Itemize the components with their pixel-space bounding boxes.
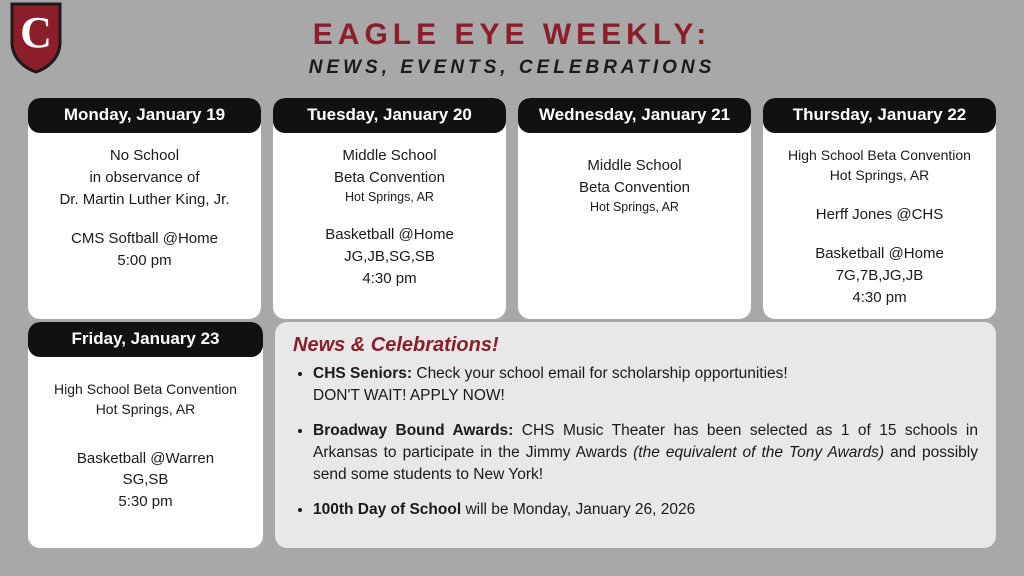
news-item-lead: 100th Day of School (313, 501, 462, 518)
day-line: Hot Springs, AR (829, 167, 930, 184)
news-list (291, 363, 978, 521)
page-title: EAGLE EYE WEEKLY: (312, 18, 712, 51)
day-line: Basketball @Home (325, 226, 454, 243)
day-line: 4:30 pm (852, 288, 907, 306)
news-item-italic: (the equivalent of the Tony Awards) (633, 444, 885, 461)
news-item-lead: CHS Seniors: (313, 365, 413, 382)
bottom-row (28, 322, 996, 548)
day-line: SG,SB (122, 471, 169, 489)
page-header (0, 0, 1024, 92)
page-subtitle: NEWS, EVENTS, CELEBRATIONS (308, 56, 716, 78)
day-card-title: Monday, January 19 (28, 98, 261, 133)
news-item-body-tail: and possibly send some students to New York! (313, 444, 978, 483)
day-card-body (28, 133, 261, 272)
news-item-lead: Broadway Bound Awards: (313, 422, 514, 439)
news-item-second-line: DON'T WAIT! APPLY NOW! (313, 387, 505, 404)
day-card-wednesday (518, 98, 751, 319)
news-item-body: CHS Music Theater has been selected as 1 of 15 schools in Arkansas to participate in the Jimmy Awards (313, 422, 979, 461)
news-item-body: Check your school email for scholarship opportunities! (412, 365, 788, 382)
day-line: CMS Softball @Home (71, 230, 218, 248)
day-card-thursday (763, 98, 996, 319)
day-card-monday (28, 98, 261, 319)
day-card-body (28, 357, 263, 513)
spacer (36, 438, 255, 448)
day-card-title: Wednesday, January 21 (518, 98, 751, 133)
spacer (36, 210, 253, 228)
day-line: Beta Convention (334, 168, 445, 186)
day-line: High School Beta Convention (54, 381, 237, 397)
day-card-title: Thursday, January 22 (763, 98, 996, 133)
news-item-body: will be Monday, January 26, 2026 (461, 501, 696, 518)
day-line: 7G,7B,JG,JB (835, 267, 924, 285)
news-item-seniors (313, 363, 978, 407)
day-line: Middle School (342, 147, 437, 164)
day-line: Hot Springs, AR (590, 199, 679, 214)
weekday-cards-row (28, 98, 996, 319)
spacer (771, 186, 988, 204)
svg-text:C: C (20, 8, 52, 57)
day-card-body (763, 133, 996, 309)
day-line: 5:00 pm (117, 252, 172, 269)
day-line: Herff Jones @CHS (815, 205, 944, 223)
day-line: 4:30 pm (362, 269, 417, 287)
news-item-100th-day (313, 499, 978, 521)
day-line: Basketball @Warren (76, 449, 215, 467)
day-card-body (518, 133, 751, 216)
day-line: JG,JB,SG,SB (344, 247, 435, 265)
news-panel (275, 322, 996, 548)
day-line: 5:30 pm (118, 493, 173, 511)
day-card-friday (28, 322, 263, 548)
spacer (281, 206, 498, 224)
day-card-title: Tuesday, January 20 (273, 98, 506, 133)
day-card-tuesday (273, 98, 506, 319)
day-line: Beta Convention (579, 178, 690, 196)
news-panel-title: News & Celebrations! (293, 334, 499, 356)
day-line: Hot Springs, AR (95, 401, 196, 418)
day-line: Middle School (587, 157, 682, 174)
day-line: in observance of (89, 168, 200, 186)
news-item-broadway (313, 420, 978, 486)
spacer (526, 145, 743, 155)
spacer (36, 420, 255, 438)
day-line: Hot Springs, AR (345, 189, 434, 204)
day-line: No School (109, 147, 180, 164)
day-card-body (273, 133, 506, 289)
spacer (36, 369, 255, 379)
day-line: Basketball @Home (815, 245, 944, 263)
day-card-title: Friday, January 23 (28, 322, 263, 357)
spacer (771, 225, 988, 243)
day-line: High School Beta Convention (788, 147, 971, 163)
title-block (0, 18, 1024, 79)
day-line: Dr. Martin Luther King, Jr. (59, 190, 230, 208)
